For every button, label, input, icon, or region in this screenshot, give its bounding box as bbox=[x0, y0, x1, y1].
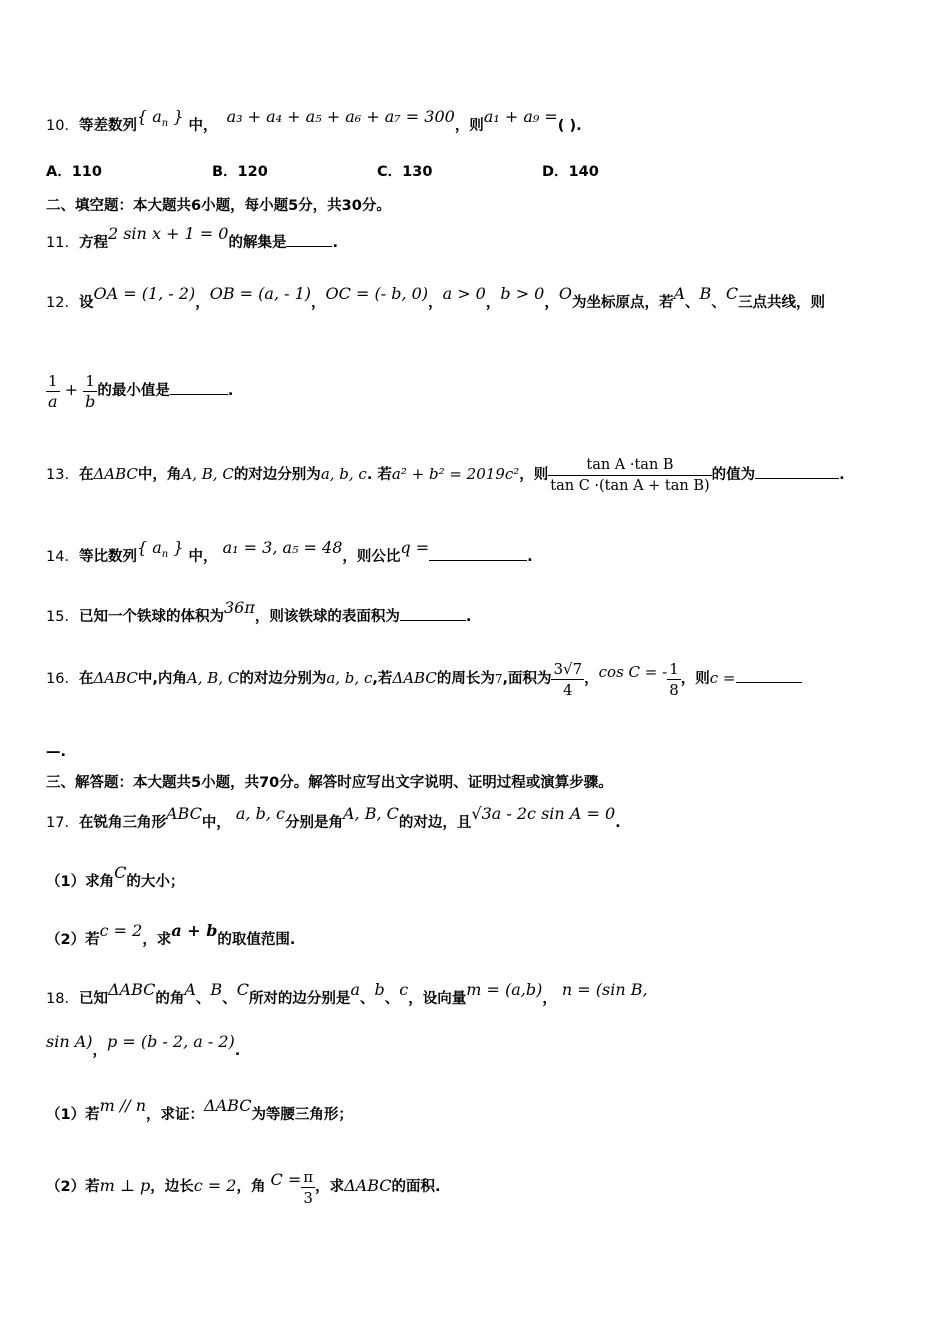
q18-triangle: ΔABC bbox=[204, 1096, 252, 1115]
q16-text-7: ， bbox=[584, 671, 599, 687]
option-d[interactable]: D．140 bbox=[542, 164, 599, 180]
q16-text-2: 中,内角 bbox=[137, 671, 187, 687]
q16-area-fraction: $\frac{3√7}{4}$ bbox=[553, 659, 583, 699]
q10-text-2: 中， bbox=[183, 118, 218, 134]
q13-equation: a² + b² = 2019c² bbox=[391, 465, 520, 483]
q13-text-3: 的对边分别为 bbox=[233, 467, 321, 483]
q10-sequence: { $a_n$ } bbox=[136, 107, 184, 130]
q15-period: . bbox=[465, 609, 472, 625]
q10-equation: a₃ + a₄ + a₅ + a₆ + a₇ = 300 bbox=[226, 107, 455, 126]
q13-angles: A, B, C bbox=[181, 465, 234, 483]
question-number: 13． bbox=[46, 467, 79, 483]
q16-text-8: ，则 bbox=[680, 671, 710, 687]
q14-answer-blank[interactable] bbox=[429, 546, 527, 561]
option-a[interactable]: A．110 bbox=[46, 164, 102, 180]
q12-text-2: 为坐标原点，若 bbox=[571, 295, 674, 311]
q18-side-c: c bbox=[399, 980, 409, 999]
separator: ， bbox=[542, 991, 557, 1007]
q18-part2-text-4: ，求 bbox=[315, 1179, 345, 1195]
q13-text-4: . 若 bbox=[366, 467, 392, 483]
q15-text-1: 已知一个铁球的体积为 bbox=[78, 609, 224, 625]
q16-continuation: —. bbox=[46, 744, 67, 760]
q18-part1-text-2: ，求证： bbox=[146, 1107, 205, 1123]
q18-text-4: ，设向量 bbox=[408, 991, 467, 1007]
q16-side-c: c = bbox=[709, 669, 736, 687]
q18-angle-c: C bbox=[236, 980, 249, 999]
q18-side-c-value: c = 2 bbox=[193, 1176, 237, 1195]
question-number: 10． bbox=[46, 118, 79, 134]
q17-part-1 bbox=[46, 863, 185, 892]
q13-text-6: 的值为 bbox=[711, 467, 756, 483]
q13-sides: a, b, c bbox=[320, 465, 367, 483]
q18-part2-text-3: ，角 bbox=[236, 1179, 266, 1195]
q14-sequence: { $a_n$ } bbox=[136, 538, 184, 561]
q17-angle-c: C bbox=[114, 863, 127, 882]
section-3-heading: 三、解答题：本大题共5小题，共70分。解答时应写出文字说明、证明过程或演算步骤。 bbox=[46, 775, 613, 791]
q11-text-2: 的解集是 bbox=[228, 235, 287, 251]
q13-text-1: 在 bbox=[78, 467, 94, 483]
q13-period: . bbox=[839, 467, 845, 483]
q17-part2-text-1: （2）若 bbox=[46, 932, 100, 948]
plus-sign: + bbox=[64, 380, 79, 399]
question-16 bbox=[46, 658, 802, 700]
q17-equation: √3a - 2c sin A = 0 bbox=[471, 804, 616, 823]
question-number: 18． bbox=[46, 991, 79, 1007]
q16-cos-fraction: $\frac{1}{8}$ bbox=[669, 659, 679, 699]
question-13 bbox=[46, 454, 845, 496]
q12-text-1: 设 bbox=[78, 295, 94, 311]
q12-text-4: 的最小值是 bbox=[97, 383, 170, 399]
q18-part1-text-3: 为等腰三角形； bbox=[251, 1107, 353, 1123]
q18-side-a: a bbox=[350, 980, 360, 999]
q18-vector-n-cont: sin A) bbox=[46, 1032, 93, 1051]
q16-text-4: ,若 bbox=[372, 671, 393, 687]
q16-text-3: 的对边分别为 bbox=[239, 671, 327, 687]
q18-text-3: 所对的边分别是 bbox=[248, 991, 351, 1007]
question-12-line-2 bbox=[46, 370, 233, 412]
q17-sum-ab: a + b bbox=[171, 921, 218, 940]
question-number: 17． bbox=[46, 815, 79, 831]
q16-text-5: 的周长为 bbox=[436, 671, 495, 687]
q17-text-2: 中， bbox=[201, 815, 231, 831]
q12-origin: O bbox=[558, 284, 572, 303]
q13-text-2: 中，角 bbox=[137, 467, 182, 483]
q18-part2-text-2: ，边长 bbox=[150, 1179, 194, 1195]
q17-text-3: 分别是角 bbox=[284, 815, 343, 831]
question-number: 12． bbox=[46, 295, 79, 311]
q13-triangle: ΔABC bbox=[93, 465, 138, 483]
q12-answer-blank[interactable] bbox=[170, 380, 228, 395]
q18-period: . bbox=[234, 1043, 241, 1059]
separator: 、 bbox=[359, 991, 375, 1007]
q18-triangle: ΔABC bbox=[107, 980, 156, 999]
q10-text-4: ( ). bbox=[557, 118, 582, 134]
q17-part-2 bbox=[46, 921, 296, 950]
q18-part2-text-5: 的面积. bbox=[391, 1179, 441, 1195]
q11-text-1: 方程 bbox=[78, 235, 108, 251]
q12-cond-b: b > 0 bbox=[500, 284, 545, 303]
q18-part-1 bbox=[46, 1096, 353, 1125]
q15-text-2: ，则该铁球的表面积为 bbox=[254, 609, 400, 625]
q18-side-b: b bbox=[374, 980, 385, 999]
q18-part1-text-1: （1）若 bbox=[46, 1107, 100, 1123]
q15-volume: 36π bbox=[223, 598, 255, 617]
q14-text-1: 等比数列 bbox=[78, 549, 137, 565]
option-c[interactable]: C．130 bbox=[377, 164, 433, 180]
q18-pi-over-3: $\frac{\pi}{3}$ bbox=[303, 1167, 314, 1207]
q12-period: . bbox=[227, 383, 234, 399]
q17-part2-text-3: 的取值范围. bbox=[217, 932, 296, 948]
q16-answer-blank[interactable] bbox=[736, 668, 802, 683]
q14-text-3: ，则公比 bbox=[342, 549, 401, 565]
q16-triangle: ΔABC bbox=[93, 669, 138, 687]
q17-text-4: 的对边，且 bbox=[398, 815, 472, 831]
q18-angle-a: A bbox=[184, 980, 196, 999]
q18-part2-text-1: （2）若 bbox=[46, 1179, 100, 1195]
q11-equation: 2 sin x + 1 = 0 bbox=[107, 224, 229, 243]
fraction-1-over-b: $\frac{1}{b}$ bbox=[85, 371, 96, 411]
question-11 bbox=[46, 224, 338, 253]
q17-part1-text-1: （1）求角 bbox=[46, 874, 115, 890]
q17-text-1: 在锐角三角形 bbox=[78, 815, 166, 831]
q17-triangle: ABC bbox=[165, 804, 202, 823]
q18-parallel: m // n bbox=[99, 1096, 147, 1115]
question-18 bbox=[46, 980, 648, 1009]
separator: 、 bbox=[195, 991, 211, 1007]
q12-text-3: 三点共线，则 bbox=[738, 295, 826, 311]
question-17 bbox=[46, 804, 621, 833]
fraction-1-over-a: $\frac{1}{a}$ bbox=[48, 371, 58, 411]
question-14 bbox=[46, 538, 533, 573]
q16-sides: a, b, c bbox=[326, 669, 373, 687]
q17-part2-text-2: ，求 bbox=[142, 932, 172, 948]
q12-point-b: B bbox=[699, 284, 712, 303]
separator: 、 bbox=[222, 991, 237, 1007]
q14-ratio: q = bbox=[400, 538, 430, 557]
q18-vector-m: m = (a,b) bbox=[466, 980, 543, 999]
question-number: 14． bbox=[46, 549, 79, 565]
q13-text-5: ，则 bbox=[519, 467, 549, 483]
q12-vector-oa: OA = (1, - 2) bbox=[93, 284, 196, 303]
q18-perpendicular: m ⊥ p bbox=[99, 1176, 151, 1195]
q16-text-6: ,面积为 bbox=[502, 671, 552, 687]
q17-side-c: c = 2 bbox=[99, 921, 143, 940]
q18-text-2: 的角 bbox=[155, 991, 185, 1007]
q12-vector-oc: OC = (- b, 0) bbox=[325, 284, 429, 303]
question-number: 11． bbox=[46, 235, 79, 251]
question-18-line-2 bbox=[46, 1032, 241, 1061]
q16-cosine: cos C = - bbox=[598, 663, 668, 681]
q10-text-1: 等差数列 bbox=[78, 118, 137, 134]
q17-sides: a, b, c bbox=[235, 804, 285, 823]
q18-text-1: 已知 bbox=[78, 991, 108, 1007]
q11-answer-blank[interactable] bbox=[286, 232, 332, 247]
q12-cond-a: a > 0 bbox=[442, 284, 486, 303]
q14-given-terms: a₁ = 3, a₅ = 48 bbox=[222, 538, 343, 557]
q18-vector-p: p = (b - 2, a - 2) bbox=[107, 1032, 235, 1051]
q12-point-c: C bbox=[725, 284, 739, 303]
q17-part1-text-2: 的大小； bbox=[126, 874, 185, 890]
q18-angle-c-value: C = bbox=[270, 1170, 302, 1189]
section-2-heading: 二、填空题：本大题共6小题，每小题5分，共30分。 bbox=[46, 198, 391, 214]
q11-period: . bbox=[332, 235, 338, 251]
q13-fraction: $\frac{\text{tan A ·tan B}}{\text{tan C ·(tan A + tan B)}}$ bbox=[550, 456, 710, 494]
q14-text-2: 中， bbox=[183, 549, 218, 565]
q18-angle-b: B bbox=[210, 980, 223, 999]
q18-triangle-2: ΔABC bbox=[344, 1176, 392, 1195]
q13-answer-blank[interactable] bbox=[755, 464, 839, 479]
q16-text-1: 在 bbox=[78, 671, 94, 687]
question-15 bbox=[46, 598, 472, 627]
q16-triangle-2: ΔABC bbox=[392, 669, 437, 687]
q12-point-a: A bbox=[673, 284, 686, 303]
q14-period: . bbox=[527, 549, 533, 565]
question-12: 12．设OA = (1, - 2)，OB = (a, - 1)，OC = (- b, 0)，a > 0，b > 0，O为坐标原点，若A、B、C三点共线，则 bbox=[46, 284, 826, 311]
q10-expression: a₁ + a₉ = bbox=[483, 107, 558, 126]
question-number: 15． bbox=[46, 609, 79, 625]
q10-text-3: ，则 bbox=[454, 118, 484, 134]
option-b[interactable]: B．120 bbox=[212, 164, 268, 180]
q17-period: . bbox=[615, 815, 621, 831]
q12-vector-ob: OB = (a, - 1) bbox=[209, 284, 312, 303]
q16-angles: A, B, C bbox=[186, 669, 240, 687]
q16-perimeter: 7 bbox=[494, 672, 503, 686]
q17-angles: A, B, C bbox=[342, 804, 399, 823]
q15-answer-blank[interactable] bbox=[400, 606, 466, 621]
q18-part-2 bbox=[46, 1166, 441, 1208]
separator: 、 bbox=[384, 991, 400, 1007]
q18-vector-n: n = (sin B, bbox=[561, 980, 648, 999]
separator: ， bbox=[92, 1043, 108, 1059]
question-number: 16． bbox=[46, 671, 79, 687]
question-10 bbox=[46, 107, 582, 142]
